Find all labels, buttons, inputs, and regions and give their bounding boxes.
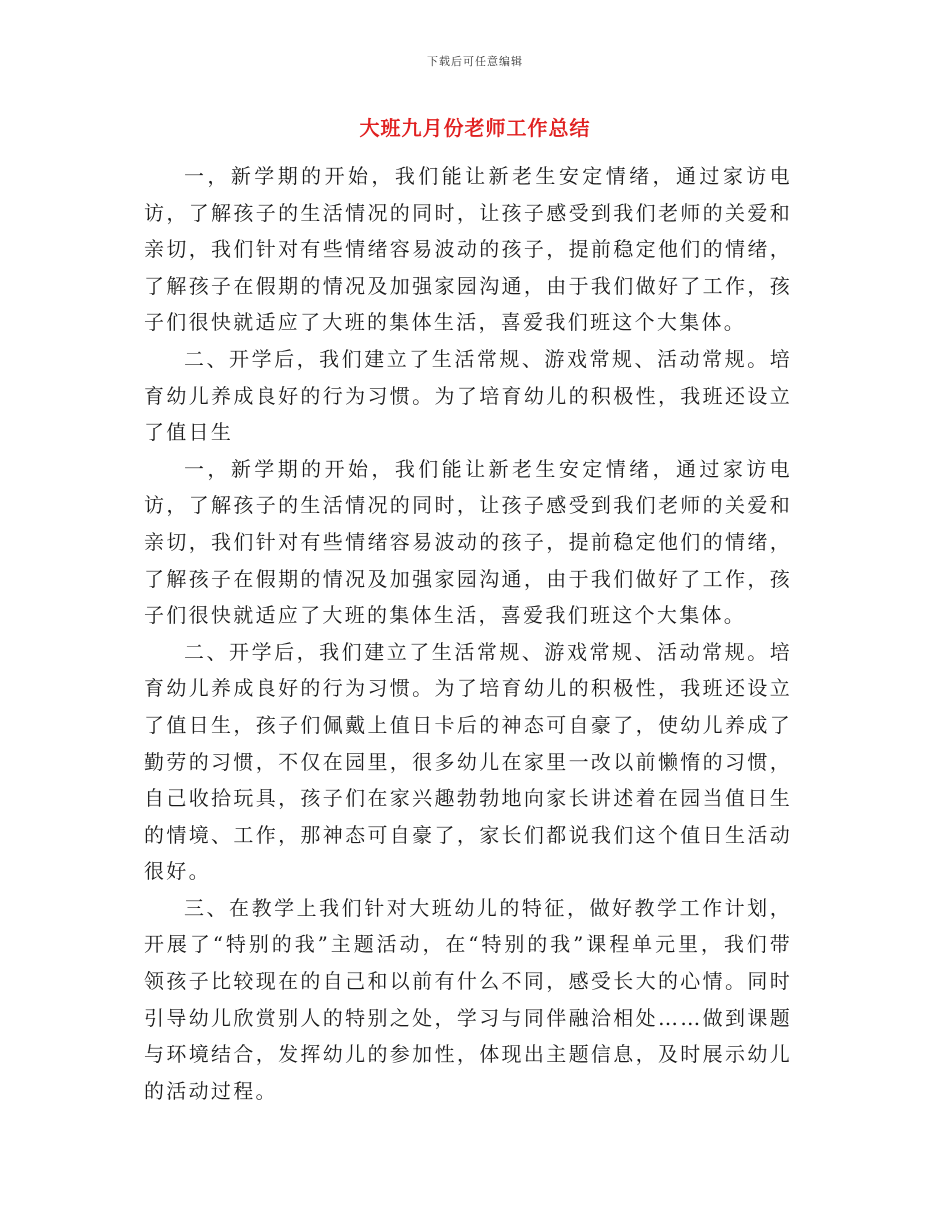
header-note: 下载后可任意编辑 xyxy=(427,55,523,68)
paragraph-4: 二、开学后，我们建立了生活常规、游戏常规、活动常规。培育幼儿养成良好的行为习惯。为了培育幼儿的积极性，我班还设立了值日生，孩子们佩戴上值日卡后的神态可自豪了，使幼儿养成了勤劳的习惯，不仅在园里，很多幼儿在家里一改以前懒惰的习惯，自己收拾玩具，孩子们在家兴趣勃勃地向家长讲述着在园当值日生的情境、工作，那神态可自豪了，家长们都说我们这个值日生活动很好。 xyxy=(144,639,792,884)
paragraph-3: 一，新学期的开始，我们能让新老生安定情绪，通过家访电访，了解孩子的生活情况的同时，让孩子感受到我们老师的关爱和亲切，我们针对有些情绪容易波动的孩子，提前稳定他们的情绪，了解孩子在假期的情况及加强家园沟通，由于我们做好了工作，孩子们很快就适应了大班的集体生活，喜爱我们班这个大集体。 xyxy=(144,456,792,628)
paragraph-1: 一，新学期的开始，我们能让新老生安定情绪，通过家访电访，了解孩子的生活情况的同时，让孩子感受到我们老师的关爱和亲切，我们针对有些情绪容易波动的孩子，提前稳定他们的情绪，了解孩子在假期的情况及加强家园沟通，由于我们做好了工作，孩子们很快就适应了大班的集体生活，喜爱我们班这个大集体。 xyxy=(144,164,792,335)
document-body xyxy=(144,158,792,1109)
document-title: 大班九月份老师工作总结 xyxy=(359,116,591,140)
paragraph-5: 三、在教学上我们针对大班幼儿的特征，做好教学工作计划，开展了“特别的我”主题活动，在“特别的我”课程单元里，我们带领孩子比较现在的自己和以前有什么不同，感受长大的心情。同时引导幼儿欣赏别人的特别之处，学习与同伴融洽相处……做到课题与环境结合，发挥幼儿的参加性，体现出主题信息，及时展示幼儿的活动过程。 xyxy=(144,895,792,1103)
paragraph-2: 二、开学后，我们建立了生活常规、游戏常规、活动常规。培育幼儿养成良好的行为习惯。为了培育幼儿的积极性，我班还设立了值日生 xyxy=(144,346,792,445)
